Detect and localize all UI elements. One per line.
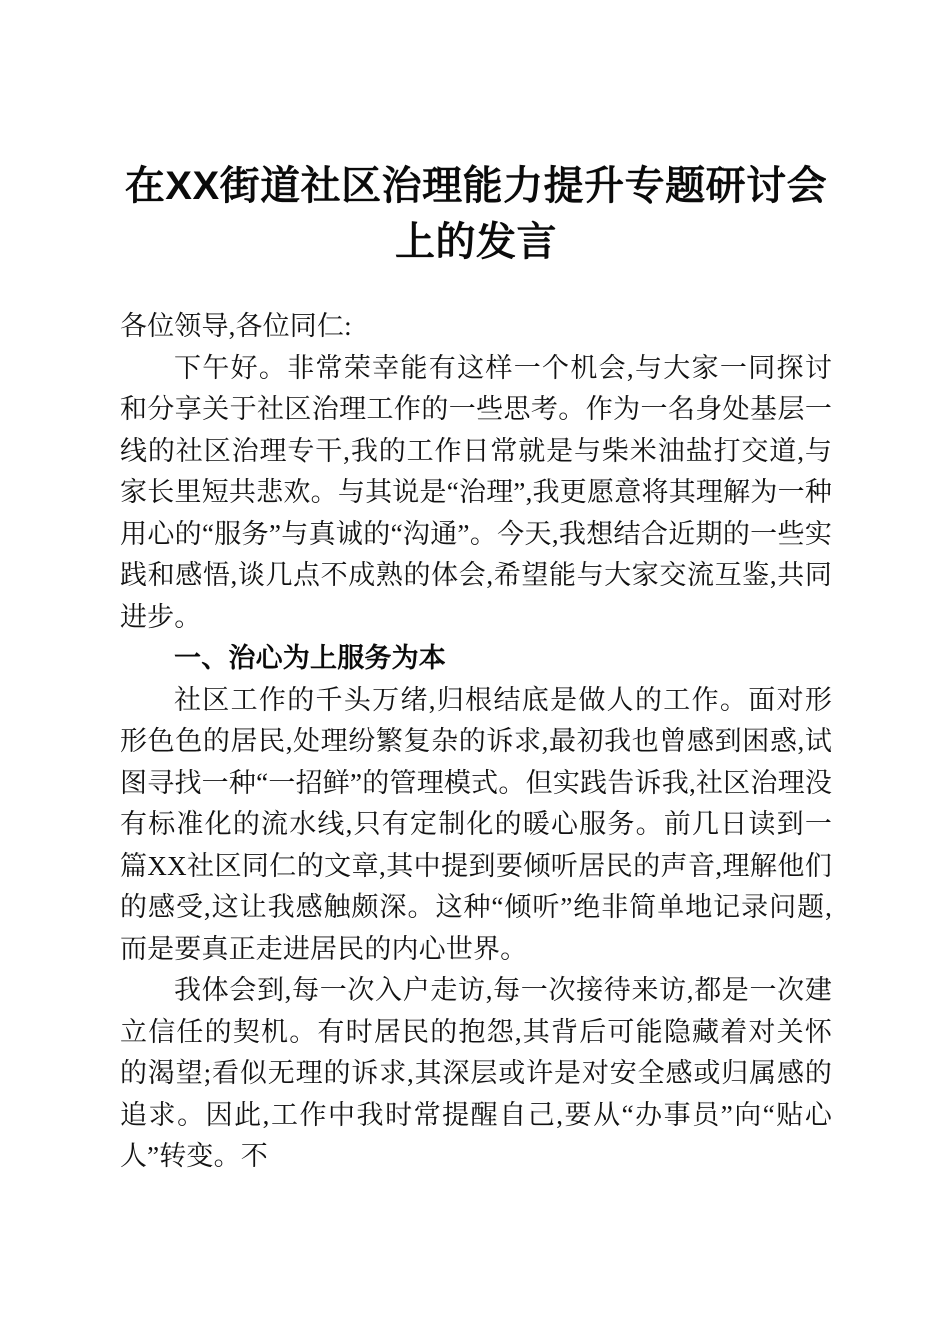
paragraph-section1-b: 我体会到,每一次入户走访,每一次接待来访,都是一次建立信任的契机。有时居民的抱怨,其背后可能隐藏着对关怀的渴望;看似无理的诉求,其深层或许是对安全感或归属感的追求。因此,工作中我时常提醒自己,要从“办事员”向“贴心人”转变。不 xyxy=(120,975,832,1171)
salutation-line: 各位领导,各位同仁: xyxy=(120,311,352,341)
paragraph-opening: 下午好。非常荣幸能有这样一个机会,与大家一同探讨和分享关于社区治理工作的一些思考。作为一名身处基层一线的社区治理专干,我的工作日常就是与柴米油盐打交道,与家长里短共悲欢。与其说是“治理”,我更愿意将其理解为一种用心的“服务”与真诚的“沟通”。今天,我想结合近期的一些实践和感悟,谈几点不成熟的体会,希望能与大家交流互鉴,共同进步。 xyxy=(120,352,832,632)
document-body xyxy=(120,306,832,1178)
document-content xyxy=(120,0,832,1178)
section-heading-1: 一、治心为上服务为本 xyxy=(174,643,446,673)
page-title: 在XX街道社区治理能力提升专题研讨会上的发言 xyxy=(124,164,828,264)
paragraph-section1-a: 社区工作的千头万绪,归根结底是做人的工作。面对形形色色的居民,处理纷繁复杂的诉求,最初我也曾感到困惑,试图寻找一种“一招鲜”的管理模式。但实践告诉我,社区治理没有标准化的流水线,只有定制化的暖心服务。前几日读到一篇XX社区同仁的文章,其中提到要倾听居民的声音,理解他们的感受,这让我感触颇深。这种“倾听”绝非简单地记录问题,而是要真正走进居民的内心世界。 xyxy=(120,684,832,964)
